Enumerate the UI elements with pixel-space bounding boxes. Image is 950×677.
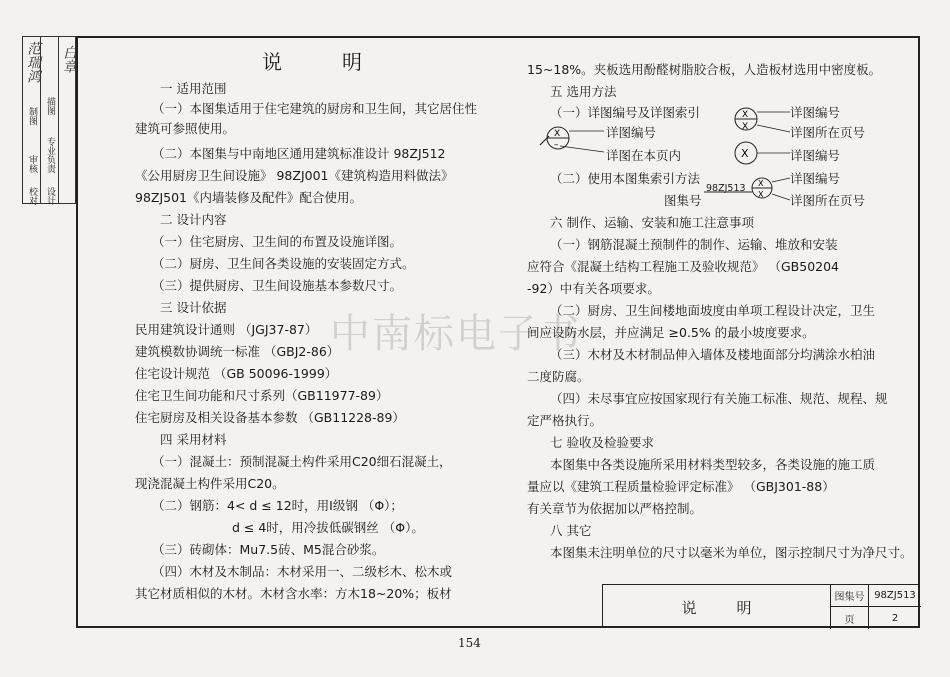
signature-strip [22,36,76,204]
heading: 四 采用材料 [160,432,227,447]
detail-label: 详图编号 [790,148,841,163]
text-line: 住宅卫生间功能和尺寸系列（GB11977-89） [135,388,389,403]
text-line: 二度防腐。 [527,369,590,384]
text-line: 定严格执行。 [527,413,603,428]
text-line: 应符合《混凝土结构工程施工及验收规范》 （GB50204 [527,259,840,274]
detail-label: 详图在本页内 [606,148,682,163]
text-line: （一）住宅厨房、卫生间的布置及设施详图。 [152,234,403,249]
text-line: 本图集未注明单位的尺寸以毫米为单位，图示控制尺寸为净尺寸。 [550,545,913,560]
text-line: 15~18%。夹板选用酚醛树脂胶合板，人造板材选用中密度板。 [527,62,882,77]
svg-text:–: – [554,140,559,150]
text-line: 现浇混凝土构件采用C20。 [135,476,285,491]
watermark: 中南标电子书 [330,311,582,357]
text-line: （一）详图编号及详图索引 [550,105,701,120]
text-line: （四）未尽事宜应按国家现行有关施工标准、规范、规程、规 [550,391,888,406]
text-line: （二）钢筋：4< d ≤ 12时，用Ⅰ级钢 （Φ）； [152,498,403,513]
atlas-value: 98ZJ513 [869,585,921,607]
text-line: 住宅设计规范 （GB 50096-1999） [135,366,338,381]
text-line: （一）钢筋混凝土预制件的制作、运输、堆放和安装 [550,237,838,252]
signature-1: 范瑞鸿 [25,41,41,83]
strip-label: 校对 [27,187,37,205]
atlas-label: 图集号 [831,585,869,607]
text-line: 民用建筑设计通则 （JGJ37-87） [135,322,318,337]
detail-label: 详图所在页号 [790,193,866,208]
atlas-index-symbol [700,168,792,208]
heading: 五 选用方法 [550,84,617,99]
text-line: 《公用厨房卫生间设施》 98ZJ001《建筑构造用料做法》 [135,168,454,183]
title-block [602,584,920,628]
heading: 三 设计依据 [160,300,227,315]
text-line: 其它材质相似的木材。木材含水率：方木18~20%；板材 [135,586,452,601]
heading: 八 其它 [550,523,592,538]
page-label: 页 [831,607,869,629]
text-line: 建筑可参照使用。 [135,121,236,136]
detail-label: 详图编号 [790,105,841,120]
svg-text:X: X [758,190,764,199]
text-line: 住宅厨房及相关设备基本参数 （GB11228-89） [135,410,405,425]
svg-text:X: X [758,179,764,188]
page-number: 154 [458,636,481,650]
text-line: （一）本图集适用于住宅建筑的厨房和卫生间，其它居住性 [152,101,478,116]
text-line: 98ZJ501《内墙装修及配件》配合使用。 [135,190,363,205]
page-value: 2 [891,612,899,624]
text-line: 建筑模数协调统一标准 （GBJ2-86） [135,344,340,359]
text-line: 间应设防水层，并应满足 ≥0.5% 的最小坡度要求。 [527,325,815,340]
detail-label: 详图编号 [606,125,657,140]
strip-label: 专业负责 [45,137,55,173]
heading: 一 适用范围 [160,81,227,96]
text-line: （三）提供厨房、卫生间设施基本参数尺寸。 [152,278,403,293]
text-line: -92）中有关各项要求。 [527,281,660,296]
strip-label: 制图 [27,107,37,125]
detail-number-symbol [722,138,792,168]
strip-label: 审核 [27,155,37,173]
title-block-title: 说明 [603,585,831,629]
heading: 二 设计内容 [160,212,227,227]
text-line: 量应以《建筑工程质量检验评定标准》 （GBJ301-88） [527,479,835,494]
text-line: （三）砖砌体：Mu7.5砖、M5混合砂浆。 [152,542,385,557]
text-line: （一）混凝土：预制混凝土构件采用C20细石混凝土， [152,454,452,469]
text-line: 有关章节为依据加以严格控制。 [527,501,703,516]
text-line: （二）使用本图集索引方法 [550,171,701,186]
svg-text:X: X [554,129,561,139]
heading: 七 验收及检验要求 [550,435,654,450]
text-line: d ≤ 4时，用冷拔低碳钢丝 （Φ）。 [232,520,424,535]
text-line: （二）厨房、卫生间楼地面坡度由单项工程设计决定，卫生 [550,303,876,318]
heading: 六 制作、运输、安装和施工注意事项 [550,215,754,230]
text-line: （二）本图集与中南地区通用建筑标准设计 98ZJ512 [152,146,446,161]
detail-label: 详图编号 [790,171,841,186]
svg-text:X: X [742,122,749,132]
text-line: （二）厨房、卫生间各类设施的安装固定方式。 [152,256,415,271]
signature-2: 白章 [61,45,77,73]
svg-text:X: X [741,147,749,160]
strip-label: 设计 [45,187,55,205]
svg-text:X: X [742,110,749,120]
detail-label: 图集号 [664,193,702,208]
detail-label: 详图所在页号 [790,125,866,140]
text-line: （四）木材及木制品：木材采用一、二级杉木、松木或 [152,564,453,579]
text-line: 本图集中各类设施所采用材料类型较多，各类设施的施工质 [550,457,876,472]
detail-index-symbol-local [520,118,610,162]
atlas-code: 98ZJ513 [706,183,746,194]
strip-label: 描图 [45,97,55,115]
page-title: 说明 [262,50,422,74]
detail-index-symbol-page [722,100,792,138]
text-line: （三）木材及木材制品伸入墙体及楼地面部分均满涂水柏油 [550,347,876,362]
